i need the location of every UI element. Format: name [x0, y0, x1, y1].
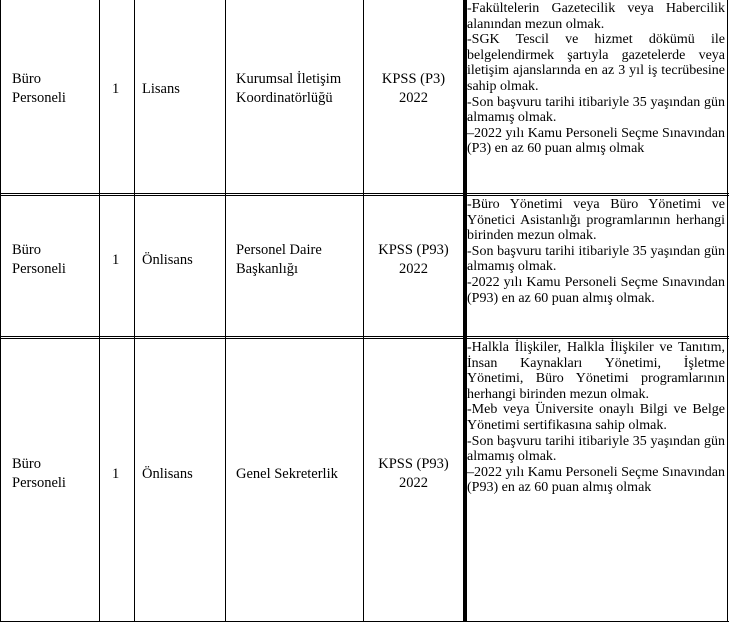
table-cell-adet: 1 [112, 81, 120, 97]
requirement-item: -Son başvuru tarihi itibariyle 35 yaşından gün almamış olmak. [467, 94, 725, 126]
kpss-type: KPSS (P93) [378, 456, 449, 472]
table-cell-ogrenim: Önlisans [142, 466, 193, 482]
table-border-right [727, 0, 728, 622]
table-cell-birim: Kurumsal İletişim Koordinatörlüğü [236, 71, 342, 106]
requirement-item: –2022 yılı Kamu Personeli Seçme Sınavından (P3) en az 60 puan almış olmak [467, 125, 725, 157]
table-cell-unvan: Büro Personeli [12, 242, 66, 277]
requirement-item: -2022 yılı Kamu Personeli Seçme Sınavından (P93) en az 60 puan almış olmak. [467, 274, 725, 306]
table-cell-birim: Personel Daire Başkanlığı [236, 242, 322, 277]
requirement-item: -Büro Yönetimi veya Büro Yönetimi ve Yönetici Asistanlığı programlarının herhangi birinden mezun olmak. [467, 197, 725, 244]
kpss-type: KPSS (P93) [378, 242, 449, 258]
requirement-item: -Son başvuru tarihi itibariyle 35 yaşından gün almamış olmak. [467, 433, 725, 465]
table-border-bottom [0, 621, 729, 622]
table-cell-kpss [364, 455, 463, 493]
requirement-item: –2022 yılı Kamu Personeli Seçme Sınavından (P93) en az 60 puan almış olmak [467, 464, 725, 496]
row-divider [0, 336, 729, 339]
requirement-item: -SGK Tescil ve hizmet dökümü ile belgelendirmek şartıyla gazetelerde veya iletişim ajanslarında en az 3 yıl iş tecrübesine sahip olmak. [467, 32, 725, 94]
table-cell-ogrenim: Lisans [142, 81, 180, 97]
requirement-item: -Halkla İlişkiler, Halkla İlişkiler ve Tanıtım, İnsan Kaynakları Yönetimi, İşletme Yönetimi, Büro Yönetimi programlarının herhangi birinden mezun olmak. [467, 340, 725, 402]
table-cell-adet: 1 [112, 252, 120, 268]
table-cell-birim: Genel Sekreterlik [236, 466, 338, 482]
row-divider [0, 193, 729, 196]
table-cell-ogrenim: Önlisans [142, 252, 193, 268]
kpss-type: KPSS (P3) [381, 71, 446, 87]
table-cell-requirements [467, 340, 725, 496]
requirement-item: -Son başvuru tarihi itibariyle 35 yaşından gün almamış olmak. [467, 243, 725, 275]
table-cell-kpss [364, 70, 463, 108]
kpss-year: 2022 [399, 475, 428, 491]
table-cell-requirements [467, 1, 725, 157]
column-divider [134, 0, 135, 622]
table-cell-requirements [467, 197, 725, 306]
requirement-item: -Meb veya Üniversite onaylı Bilgi ve Belge Yönetimi sertifikasına sahip olmak. [467, 402, 725, 433]
table-cell-kpss [364, 241, 463, 279]
requirement-item: -Fakültelerin Gazetecilik veya Habercilik alanından mezun olmak. [467, 1, 725, 32]
column-divider [99, 0, 100, 622]
table-cell-unvan: Büro Personeli [12, 456, 66, 491]
table-border-left [0, 0, 1, 622]
kpss-year: 2022 [399, 261, 428, 277]
table-cell-unvan: Büro Personeli [12, 71, 66, 106]
kpss-year: 2022 [399, 90, 428, 106]
table-cell-adet: 1 [112, 466, 120, 482]
column-divider [225, 0, 226, 622]
